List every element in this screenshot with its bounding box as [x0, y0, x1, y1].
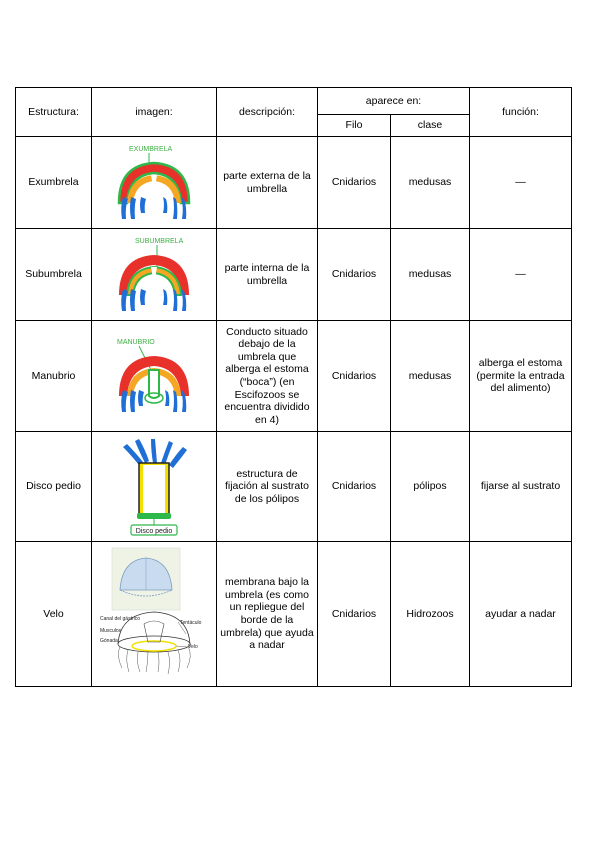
cell-descripcion: Conducto situado debajo de la umbrela que alberga el estoma (“boca”) (en Escifozoos se encuentra dividido en 4) — [217, 321, 318, 432]
cell-clase: medusas — [391, 321, 470, 432]
jellyfish-manubrio-illustration — [109, 334, 199, 418]
header-clase: clase — [391, 115, 470, 137]
header-filo: Filo — [318, 115, 391, 137]
image-label: Musculos — [100, 628, 122, 634]
cell-funcion: — — [470, 137, 572, 229]
cell-funcion: ayudar a nadar — [470, 542, 572, 687]
cell-estructura: Manubrio — [16, 321, 92, 432]
cell-clase: medusas — [391, 137, 470, 229]
table-row — [16, 229, 572, 321]
cell-filo: Cnidarios — [318, 137, 391, 229]
cell-filo: Cnidarios — [318, 432, 391, 542]
cell-clase: pólipos — [391, 432, 470, 542]
cell-estructura: Exumbrela — [16, 137, 92, 229]
cell-imagen — [92, 229, 217, 321]
cell-descripcion: membrana bajo la umbrela (es como un repliegue del borde de la umbrela) que ayuda a nadar — [217, 542, 318, 687]
image-label: Gónada — [100, 638, 118, 644]
cell-imagen — [92, 432, 217, 542]
cell-clase: Hidrozoos — [391, 542, 470, 687]
header-imagen: imagen: — [92, 88, 217, 137]
cell-funcion: — — [470, 229, 572, 321]
cell-imagen — [92, 542, 217, 687]
cell-funcion: alberga el estoma (permite la entrada del alimento) — [470, 321, 572, 432]
image-label: Canal del gástrico — [100, 616, 141, 622]
cell-funcion: fijarse al sustrato — [470, 432, 572, 542]
cell-filo: Cnidarios — [318, 229, 391, 321]
cell-descripcion: parte externa de la umbrella — [217, 137, 318, 229]
header-aparece: aparece en: — [318, 88, 470, 115]
image-label: EXUMBRELA — [129, 145, 173, 153]
polyp-disco-pedio-illustration — [109, 437, 199, 537]
jellyfish-exumbrela-illustration — [109, 141, 199, 225]
table-row — [16, 321, 572, 432]
image-label: Velo — [188, 644, 198, 650]
hydrozoan-velo-illustration — [98, 544, 210, 684]
cell-clase: medusas — [391, 229, 470, 321]
cell-imagen — [92, 321, 217, 432]
table-row — [16, 432, 572, 542]
cell-estructura: Velo — [16, 542, 92, 687]
cell-filo: Cnidarios — [318, 321, 391, 432]
table-row — [16, 542, 572, 687]
cell-descripcion: estructura de fijación al sustrato de los pólipos — [217, 432, 318, 542]
cell-imagen — [92, 137, 217, 229]
image-label: SUBUMBRELA — [135, 237, 184, 245]
image-label: Tentáculo — [180, 620, 202, 626]
cell-descripcion: parte interna de la umbrella — [217, 229, 318, 321]
image-label: MANUBRIO — [117, 339, 155, 346]
image-label: Disco pedio — [135, 527, 173, 535]
cell-estructura: Subumbrela — [16, 229, 92, 321]
table-row — [16, 137, 572, 229]
header-estructura: Estructura: — [16, 88, 92, 137]
header-funcion: función: — [470, 88, 572, 137]
structures-table — [15, 87, 572, 687]
jellyfish-subumbrela-illustration — [109, 233, 199, 317]
cell-estructura: Disco pedio — [16, 432, 92, 542]
cell-filo: Cnidarios — [318, 542, 391, 687]
header-descripcion: descripción: — [217, 88, 318, 137]
